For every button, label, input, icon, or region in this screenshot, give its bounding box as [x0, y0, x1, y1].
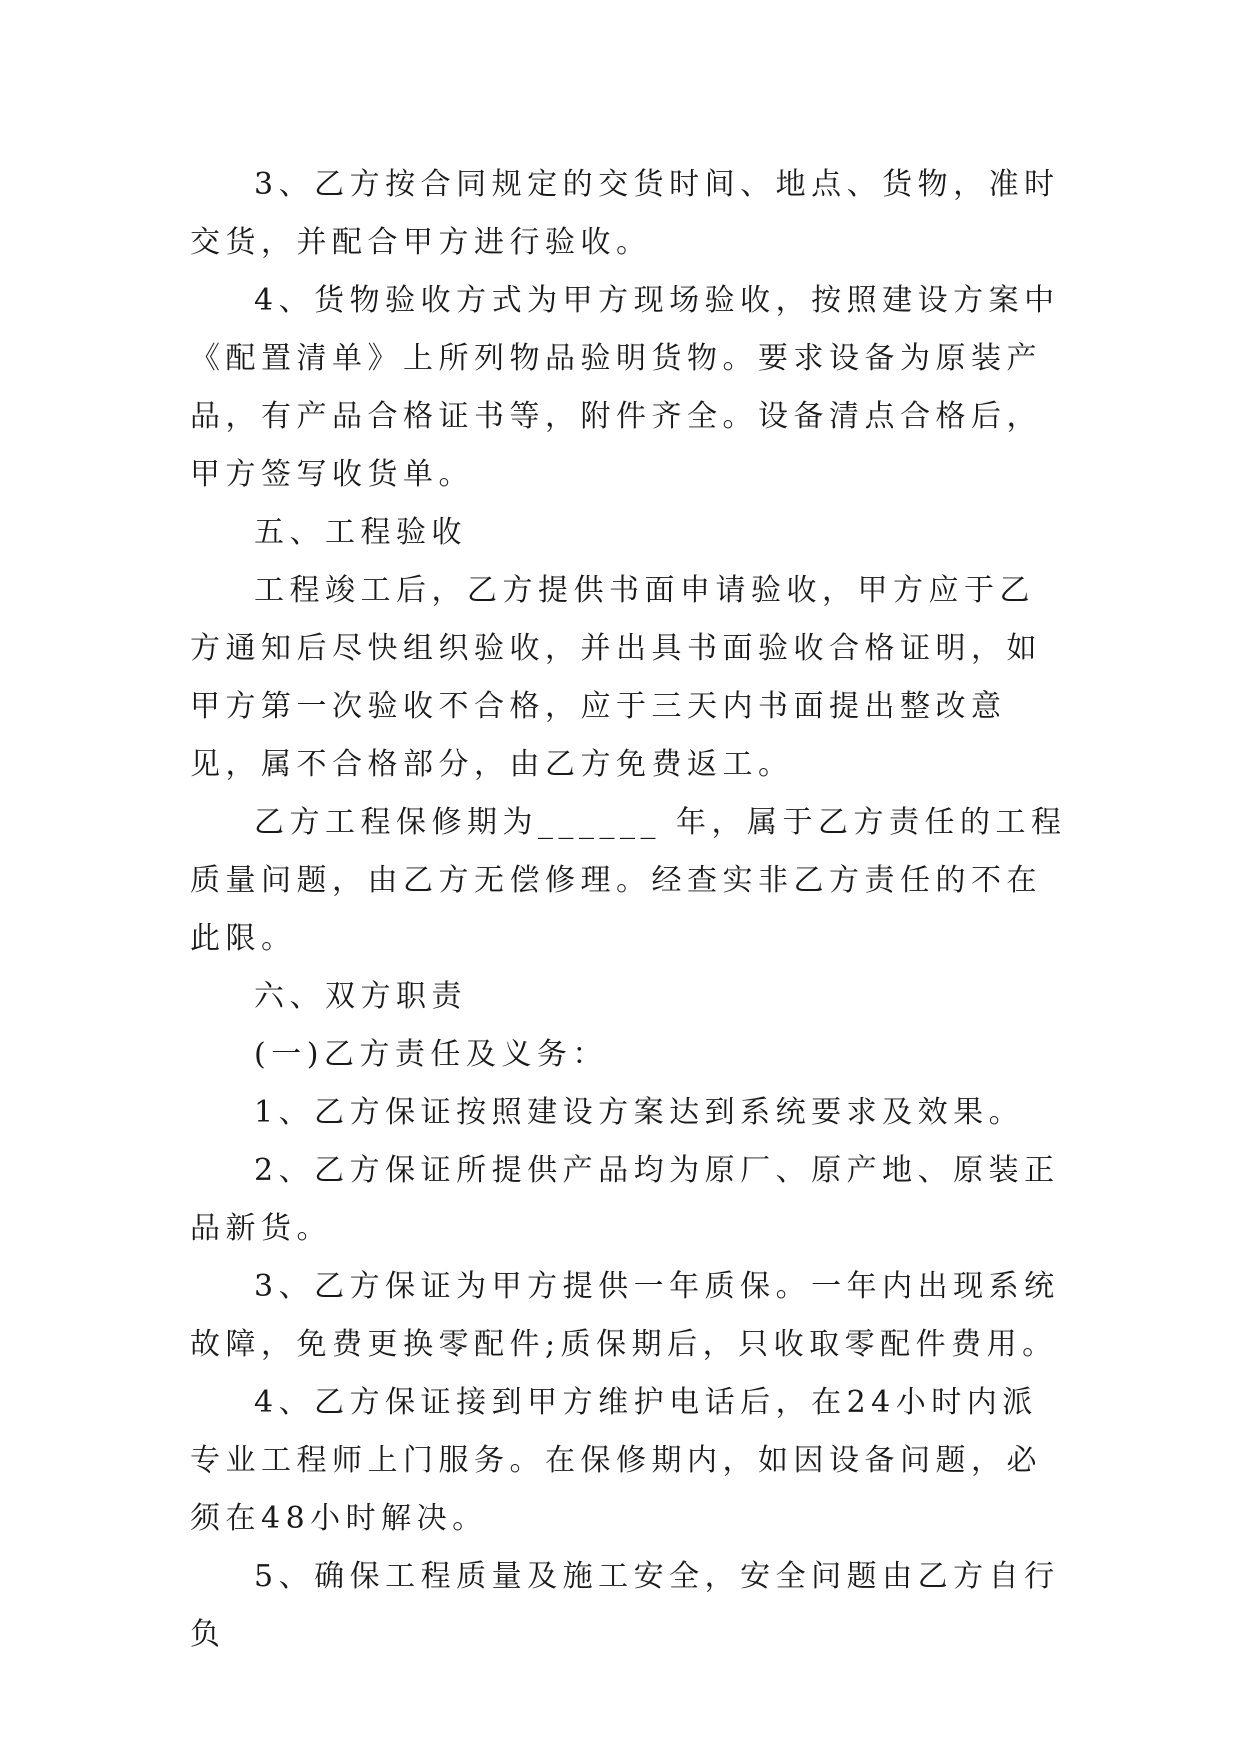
warranty-years-blank: ______ — [538, 805, 661, 840]
warranty-text-before: 乙方工程保修期为 — [254, 805, 538, 840]
clause-warranty-period — [190, 794, 1070, 968]
clause-project-acceptance: 工程竣工后，乙方提供书面申请验收，甲方应于乙方通知后尽快组织验收，并出具书面验收合格证明，如甲方第一次验收不合格，应于三天内书面提出整改意见，属不合格部分，由乙方免费返工。 — [190, 573, 1042, 782]
duty-item-2: 2、乙方保证所提供产品均为原厂、原产地、原装正品新货。 — [190, 1153, 1060, 1246]
duty-item-3: 3、乙方保证为甲方提供一年质保。一年内出现系统故障，免费更换零配件;质保期后，只收取零配件费用。 — [190, 1269, 1060, 1362]
clause-acceptance-method: 4、货物验收方式为甲方现场验收，按照建设方案中《配置清单》上所列物品验明货物。要求设备为原装产品，有产品合格证书等，附件齐全。设备清点合格后，甲方签写收货单。 — [190, 283, 1060, 492]
clause-delivery: 3、乙方按合同规定的交货时间、地点、货物，准时交货，并配合甲方进行验收。 — [190, 167, 1060, 260]
subsection-heading-party-b: (一)乙方责任及义务： — [254, 1037, 608, 1072]
duty-item-5: 5、确保工程质量及施工安全，安全问题由乙方自行负 — [190, 1559, 1060, 1652]
document-body — [190, 156, 1070, 1664]
duty-item-4: 4、乙方保证接到甲方维护电话后，在24小时内派专业工程师上门服务。在保修期内，如因设备问题，必须在48小时解决。 — [190, 1385, 1042, 1536]
warranty-text-after: 年，属于乙方责任的工程质量问题，由乙方无偿修理。经查实非乙方责任的不在此限。 — [190, 805, 1067, 956]
section-heading-project-acceptance: 五、工程验收 — [254, 515, 467, 550]
section-heading-responsibilities: 六、双方职责 — [254, 979, 467, 1014]
duty-item-1: 1、乙方保证按照建设方案达到系统要求及效果。 — [254, 1095, 1025, 1130]
